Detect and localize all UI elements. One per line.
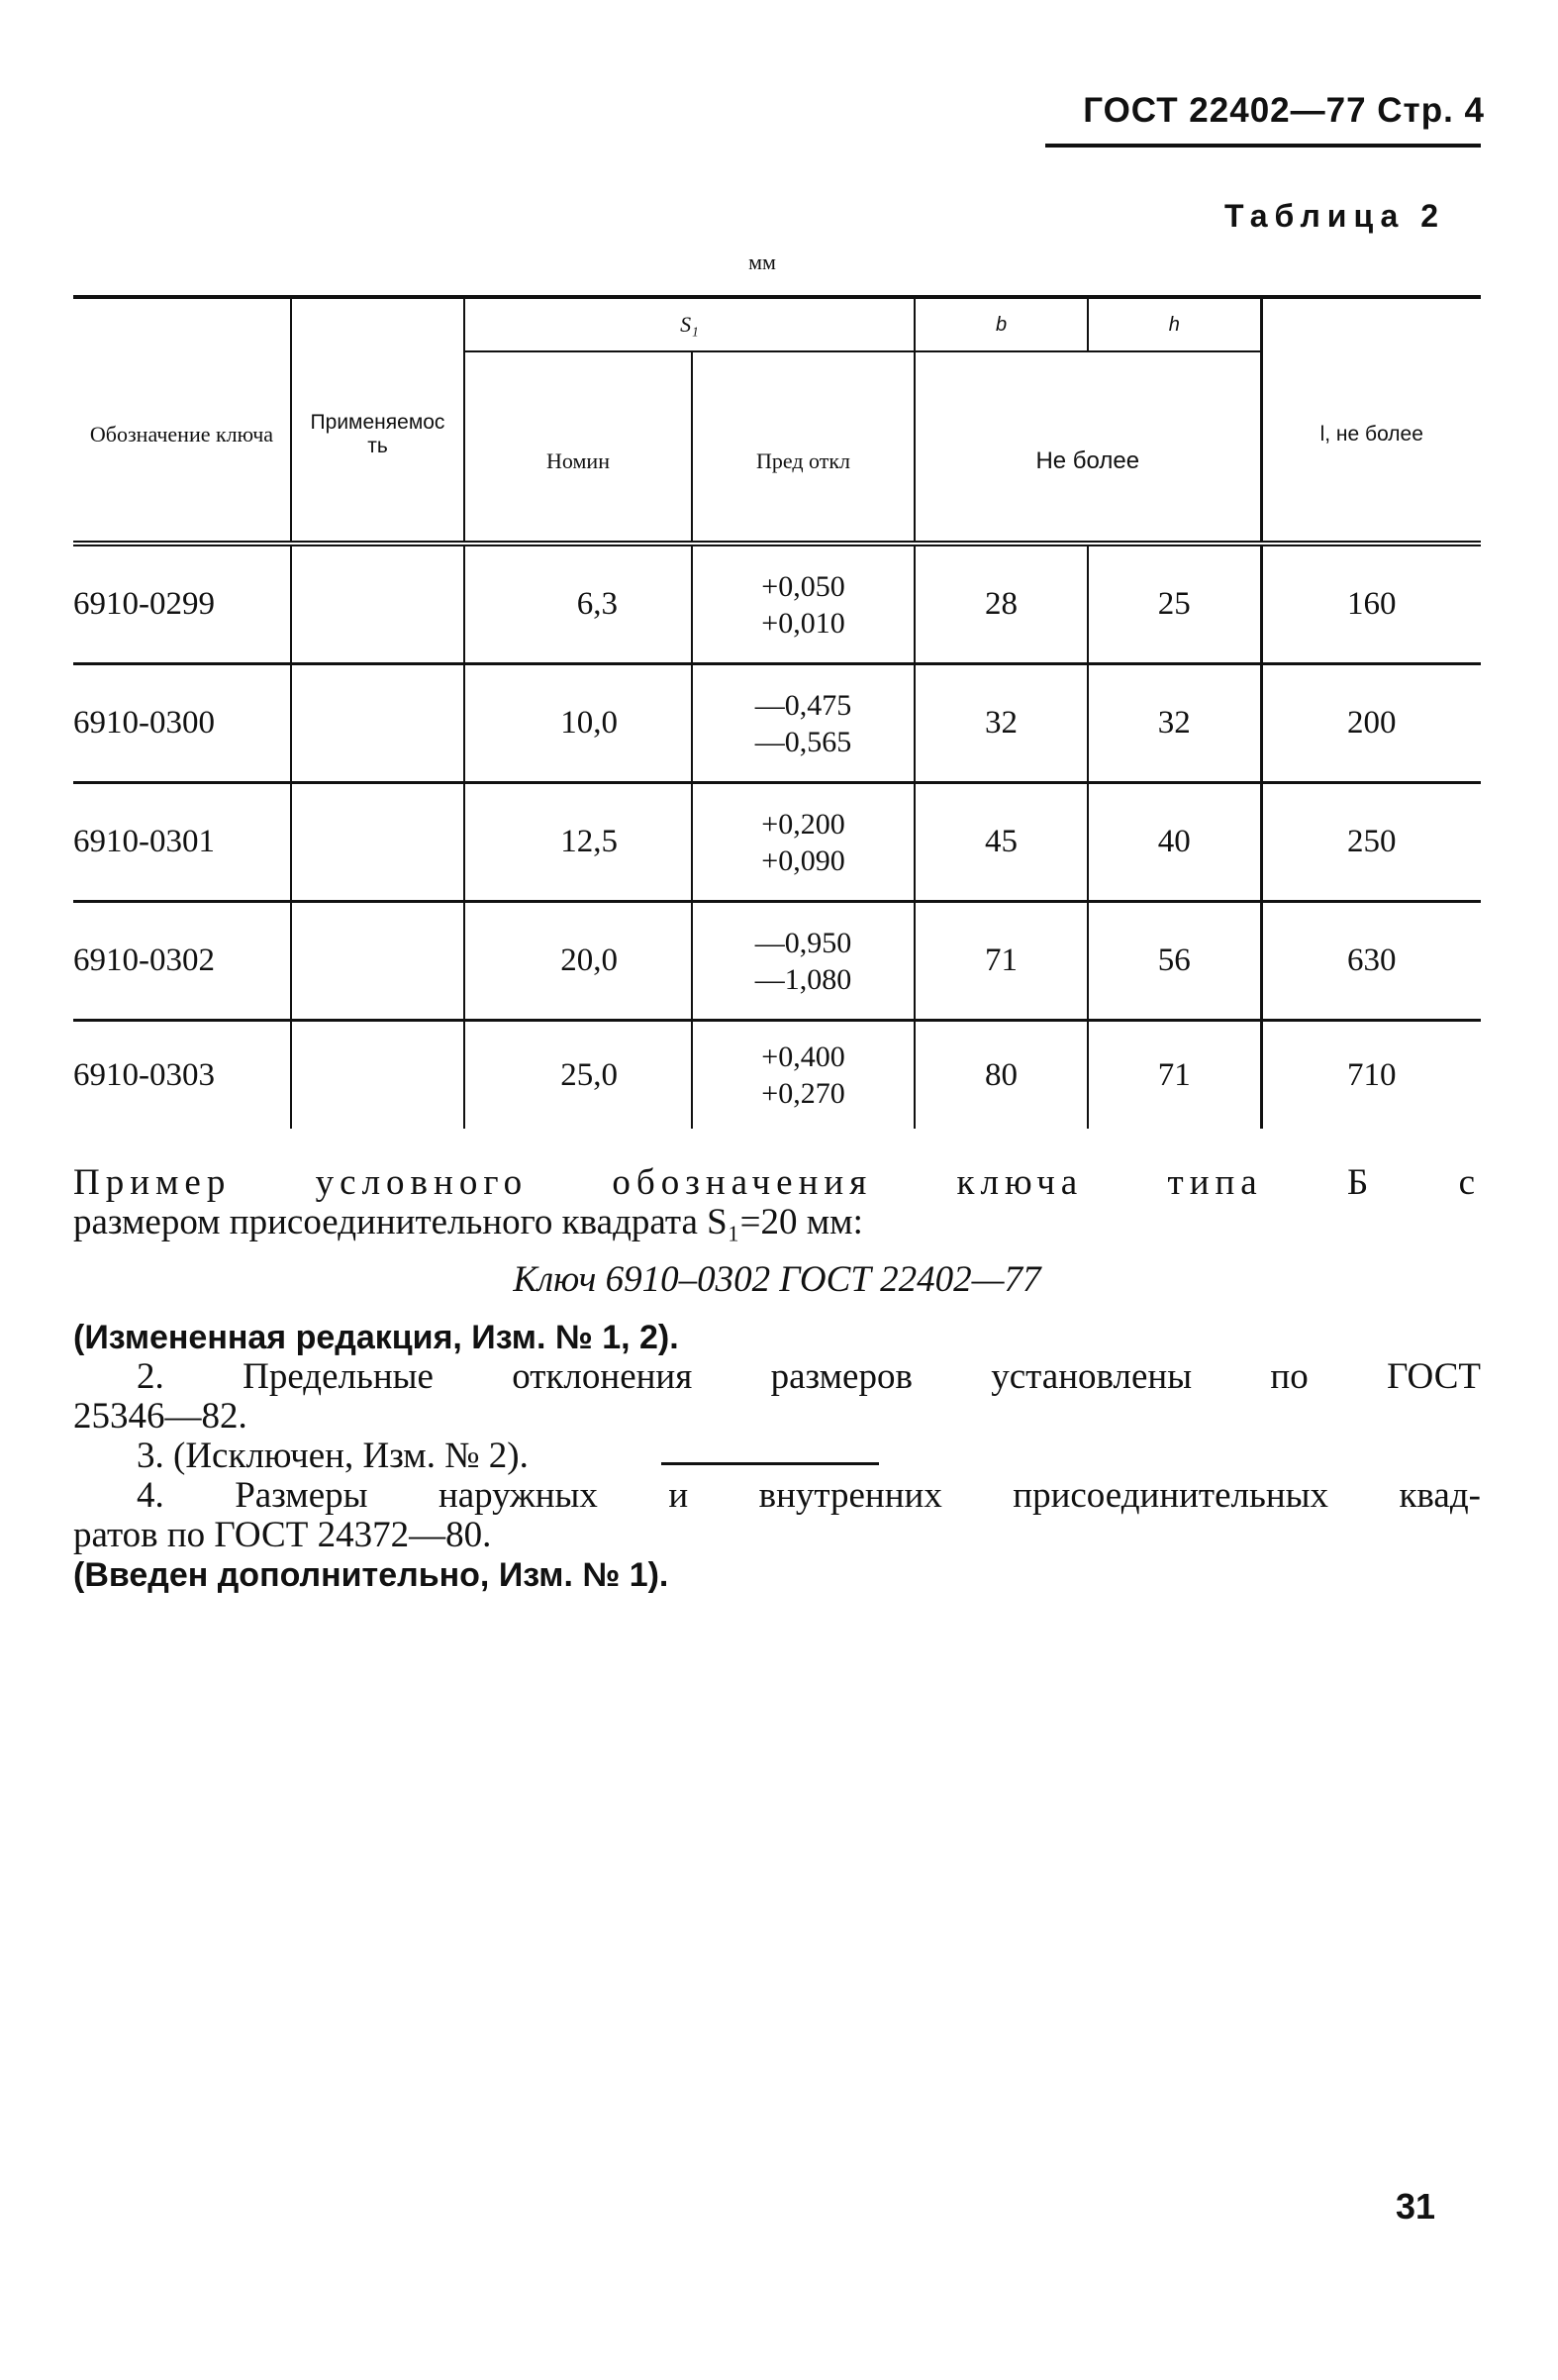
header-s1: S₁ [464, 297, 915, 351]
header-h: h [1088, 297, 1261, 351]
applicability-cell [291, 1021, 464, 1130]
table-row [73, 902, 1481, 1021]
key-code: 6910-0299 [73, 544, 291, 664]
key-code: 6910-0301 [73, 783, 291, 902]
h-value: 71 [1157, 1056, 1191, 1093]
nominal-value: 6,3 [464, 544, 692, 664]
b-value: 45 [915, 783, 1088, 902]
h-value: 25 [1088, 544, 1261, 664]
header-rule [1045, 144, 1481, 148]
deviation-upper: +0,200 [761, 807, 845, 841]
deviation-lower: —1,080 [754, 962, 852, 996]
deviation-lower: —0,565 [754, 725, 852, 758]
end-rule [661, 1462, 879, 1465]
item-3: 3. (Исключен, Изм. № 2). [137, 1436, 529, 1476]
amendment-note-1: (Измененная редакция, Изм. № 1, 2). [73, 1319, 679, 1356]
nominal-value: 25,0 [464, 1021, 692, 1130]
header-designation: Обозначение ключа [73, 297, 291, 544]
item-4-line-2: ратов по ГОСТ 24372—80. [73, 1515, 492, 1555]
applicability-cell [291, 544, 464, 664]
header-nominal: Номин [464, 351, 692, 544]
deviation-lower: +0,090 [761, 843, 845, 877]
header-applicability: Применяемость [291, 297, 464, 544]
deviation-lower: +0,270 [761, 1077, 845, 1110]
header-deviation: Пред откл [692, 351, 915, 544]
example-line-2: размером присоединительного квадрата S₁=20 мм: [73, 1202, 863, 1242]
header-b: b [915, 297, 1088, 351]
b-value: 32 [915, 664, 1088, 783]
example-key-designation: Ключ 6910–0302 ГОСТ 22402—77 [513, 1259, 1041, 1300]
deviation-cell [692, 544, 915, 664]
page-header: ГОСТ 22402—77 Стр. 4 [1083, 91, 1485, 130]
deviation-cell [692, 783, 915, 902]
unit-label: мм [748, 249, 776, 274]
b-value: 28 [915, 544, 1088, 664]
dimensions-table [73, 295, 1481, 1129]
l-value: 200 [1261, 664, 1481, 783]
b-value: 80 [915, 1021, 1088, 1130]
applicability-cell [291, 664, 464, 783]
table-row [73, 1021, 1481, 1130]
deviation-cell [692, 664, 915, 783]
l-value: 710 [1261, 1021, 1481, 1130]
h-value: 32 [1088, 664, 1261, 783]
table-row [73, 664, 1481, 783]
deviation-lower: +0,010 [761, 606, 845, 640]
page-number: 31 [1395, 2186, 1435, 2227]
nominal-value: 10,0 [464, 664, 692, 783]
applicability-cell [291, 902, 464, 1021]
amendment-note-2: (Введен дополнительно, Изм. № 1). [73, 1556, 669, 1594]
key-code: 6910-0302 [73, 902, 291, 1021]
deviation-upper: +0,400 [761, 1041, 845, 1073]
l-value: 160 [1261, 544, 1481, 664]
item-4-line-1: 4. Размеры наружных и внутренних присоединительных квад- [137, 1475, 1481, 1516]
deviation-upper: +0,050 [761, 569, 845, 603]
item-2-line-2: 25346—82. [73, 1396, 247, 1437]
applicability-cell [291, 783, 464, 902]
deviation-upper: —0,950 [754, 926, 852, 959]
key-code: 6910-0303 [73, 1056, 215, 1093]
nominal-value: 20,0 [464, 902, 692, 1021]
nominal-value: 12,5 [464, 783, 692, 902]
table-caption: Таблица 2 [1223, 198, 1445, 234]
deviation-cell [692, 902, 915, 1021]
l-value: 630 [1261, 902, 1481, 1021]
header-no-more: Не более [915, 351, 1261, 544]
l-value: 250 [1261, 783, 1481, 902]
b-value: 71 [915, 902, 1088, 1021]
deviation-cell [692, 1021, 915, 1130]
table-row [73, 783, 1481, 902]
body-text [73, 1163, 1481, 1595]
example-line-1: Пример условного обозначения ключа типа Б с [73, 1162, 1481, 1203]
header-l: l, не более [1261, 297, 1481, 544]
table-row [73, 544, 1481, 664]
h-value: 56 [1088, 902, 1261, 1021]
deviation-upper: —0,475 [754, 688, 852, 722]
key-code: 6910-0300 [73, 664, 291, 783]
item-2-line-1: 2. Предельные отклонения размеров установлены по ГОСТ [137, 1356, 1481, 1397]
h-value: 40 [1088, 783, 1261, 902]
